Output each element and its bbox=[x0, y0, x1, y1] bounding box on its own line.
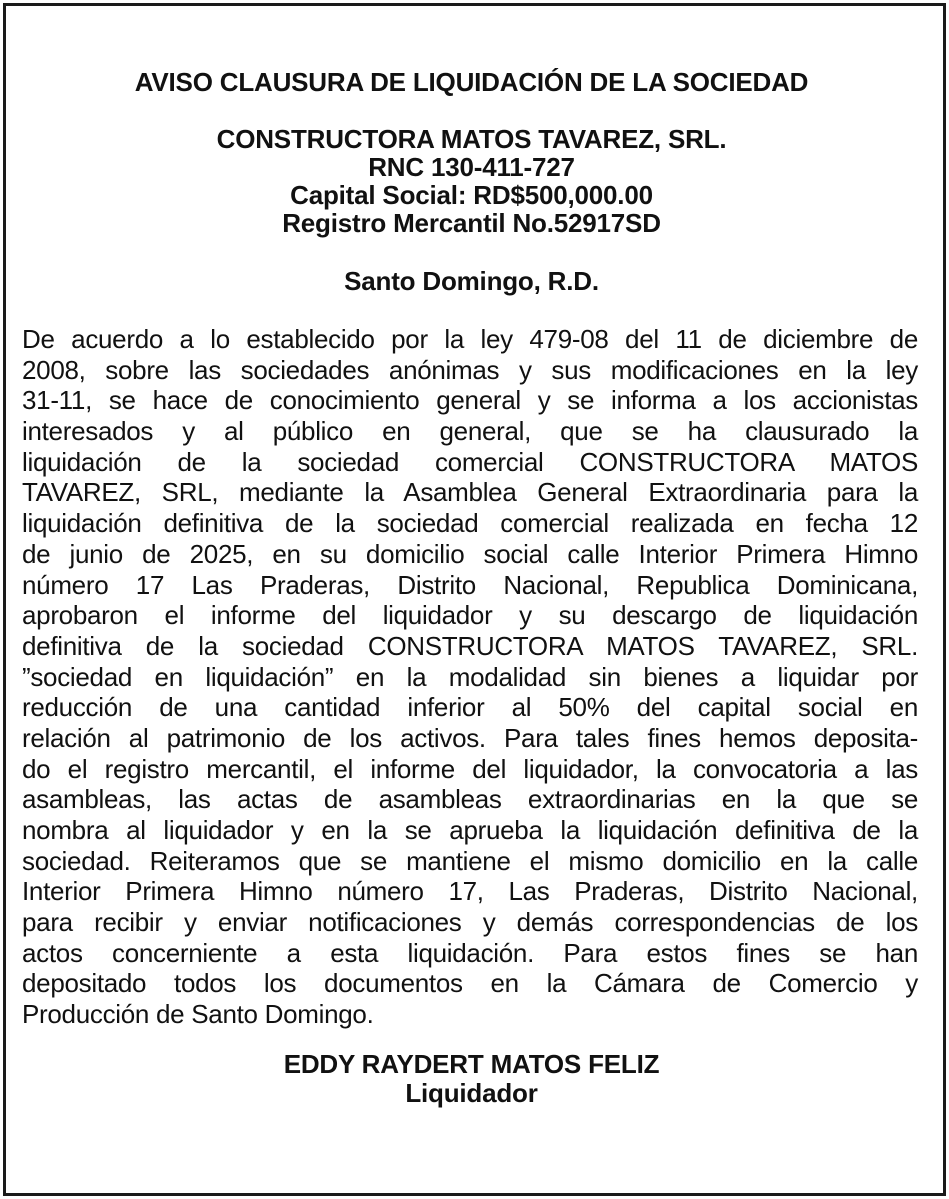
company-capital: Capital Social: RD$500,000.00 bbox=[290, 180, 653, 210]
company-registry: Registro Mercantil No.52917SD bbox=[282, 208, 661, 238]
body-line: reducción de una cantidad inferior al 50% del capital social en bbox=[22, 692, 918, 723]
body-line: De acuerdo a lo establecido por la ley 479-08 del 11 de diciembre de bbox=[22, 324, 918, 354]
body-line: para recibir y enviar notificaciones y demás correspondencias de los bbox=[22, 907, 918, 938]
body-line: definitiva de la sociedad CONSTRUCTORA MATOS TAVAREZ, SRL. bbox=[22, 630, 918, 661]
body-line: aprobaron el informe del liquidador y su descargo de liquidación bbox=[22, 600, 918, 631]
body-line: relación al patrimonio de los activos. Para tales fines hemos deposita- bbox=[22, 722, 918, 753]
body-line: depositado todos los documentos en la Cámara de Comercio y bbox=[22, 968, 918, 999]
body-line: número 17 Las Praderas, Distrito Nacional, Republica Dominicana, bbox=[22, 569, 918, 600]
body-line: actos concerniente a esta liquidación. Para estos fines se han bbox=[22, 937, 918, 968]
signatory-name: EDDY RAYDERT MATOS FELIZ bbox=[283, 1049, 660, 1079]
body-line: Producción de Santo Domingo. bbox=[22, 999, 374, 1030]
company-info bbox=[0, 125, 943, 237]
body-line: 31-11, se hace de conocimiento general y se informa a los accionistas bbox=[22, 385, 918, 416]
notice-body bbox=[22, 324, 918, 1030]
body-line: TAVAREZ, SRL, mediante la Asamblea General Extraordinaria para la bbox=[22, 477, 918, 508]
body-line: ”sociedad en liquidación” en la modalidad sin bienes a liquidar por bbox=[22, 661, 918, 692]
notice-location: Santo Domingo, R.D. bbox=[344, 266, 599, 296]
body-line: liquidación definitiva de la sociedad comercial realizada en fecha 12 bbox=[22, 508, 918, 539]
signature-block bbox=[0, 1050, 943, 1108]
body-line: asambleas, las actas de asambleas extraordinarias en la que se bbox=[22, 784, 918, 815]
body-line: do el registro mercantil, el informe del liquidador, la convocatoria a las bbox=[22, 753, 918, 784]
body-line: 2008, sobre las sociedades anónimas y sus modificaciones en la ley bbox=[22, 354, 918, 385]
body-line: sociedad. Reiteramos que se mantiene el mismo domicilio en la calle bbox=[22, 845, 918, 876]
body-line: nombra al liquidador y en la se aprueba la liquidación definitiva de la bbox=[22, 815, 918, 845]
notice-title: AVISO CLAUSURA DE LIQUIDACIÓN DE LA SOCIEDAD bbox=[134, 67, 809, 97]
company-name: CONSTRUCTORA MATOS TAVAREZ, SRL. bbox=[216, 124, 727, 154]
body-line: liquidación de la sociedad comercial CONSTRUCTORA MATOS bbox=[22, 446, 918, 477]
body-line: de junio de 2025, en su domicilio social calle Interior Primera Himno bbox=[22, 538, 918, 569]
body-line: Interior Primera Himno número 17, Las Praderas, Distrito Nacional, bbox=[22, 876, 918, 907]
body-line: interesados y al público en general, que se ha clausurado la bbox=[22, 416, 918, 447]
signatory-role: Liquidador bbox=[405, 1078, 538, 1108]
company-rnc: RNC 130-411-727 bbox=[368, 152, 575, 182]
